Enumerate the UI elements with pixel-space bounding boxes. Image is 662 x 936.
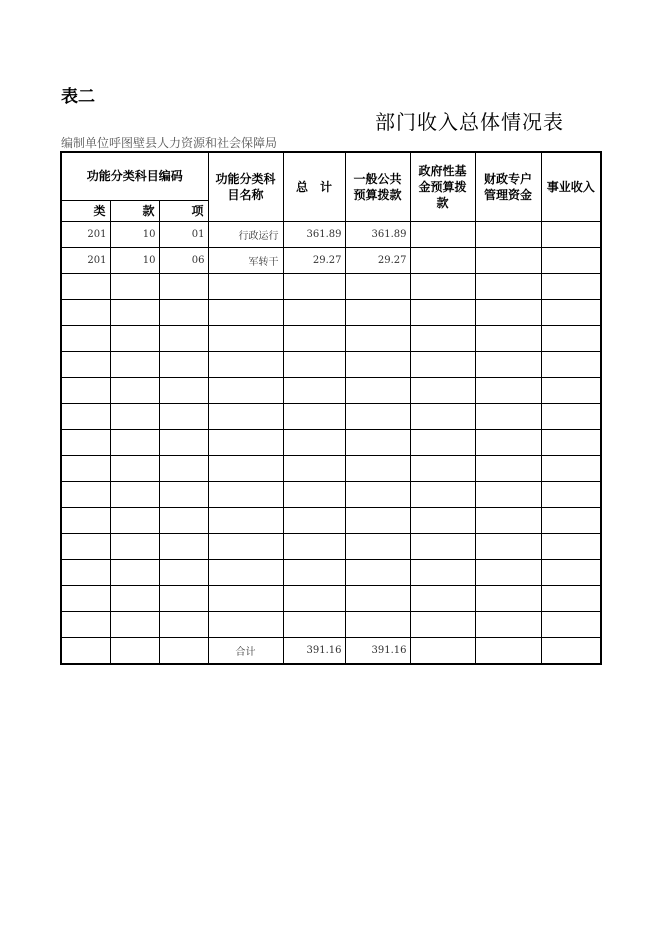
page-title: 部门收入总体情况表 xyxy=(375,110,564,134)
table-row-empty xyxy=(61,533,601,559)
preparing-unit: 编制单位呼图壁县人力资源和社会保障局 xyxy=(61,136,278,150)
total-sum: 391.16 xyxy=(283,637,345,664)
cell-total: 361.89 xyxy=(283,221,345,247)
header-special: 财政专户管理资金 xyxy=(475,152,541,221)
cell-general: 361.89 xyxy=(345,221,410,247)
table-row-empty xyxy=(61,585,601,611)
total-general: 391.16 xyxy=(345,637,410,664)
cell-kuan: 10 xyxy=(110,247,159,273)
cell-fund xyxy=(410,221,475,247)
table-row-empty xyxy=(61,429,601,455)
header-general: 一般公共预算拨款 xyxy=(345,152,410,221)
cell-general: 29.27 xyxy=(345,247,410,273)
table-row-empty xyxy=(61,351,601,377)
header-total: 总 计 xyxy=(283,152,345,221)
table-row-empty xyxy=(61,455,601,481)
cell-business xyxy=(541,221,601,247)
table-row xyxy=(61,247,601,273)
table-row-empty xyxy=(61,559,601,585)
cell-xiang: 06 xyxy=(159,247,208,273)
header-lei: 类 xyxy=(61,200,110,221)
table-row-empty xyxy=(61,481,601,507)
table-number: 表二 xyxy=(61,87,95,107)
header-name: 功能分类科目名称 xyxy=(208,152,283,221)
header-kuan: 款 xyxy=(110,200,159,221)
table-row-empty xyxy=(61,273,601,299)
income-table xyxy=(60,151,602,665)
cell-special xyxy=(475,221,541,247)
table-row-empty xyxy=(61,507,601,533)
header-business: 事业收入 xyxy=(541,152,601,221)
cell-lei: 201 xyxy=(61,221,110,247)
table-row xyxy=(61,221,601,247)
total-label: 合计 xyxy=(208,637,283,664)
table-row-empty xyxy=(61,325,601,351)
cell-name: 军转干 xyxy=(208,247,283,273)
cell-lei: 201 xyxy=(61,247,110,273)
cell-xiang: 01 xyxy=(159,221,208,247)
total-row xyxy=(61,637,601,664)
cell-special xyxy=(475,247,541,273)
cell-fund xyxy=(410,247,475,273)
header-code-group: 功能分类科目编码 xyxy=(61,152,208,200)
table-row-empty xyxy=(61,377,601,403)
cell-kuan: 10 xyxy=(110,221,159,247)
table-row-empty xyxy=(61,299,601,325)
table-row-empty xyxy=(61,403,601,429)
table-row-empty xyxy=(61,611,601,637)
header-xiang: 项 xyxy=(159,200,208,221)
cell-business xyxy=(541,247,601,273)
cell-total: 29.27 xyxy=(283,247,345,273)
header-fund: 政府性基金预算拨款 xyxy=(410,152,475,221)
cell-name: 行政运行 xyxy=(208,221,283,247)
